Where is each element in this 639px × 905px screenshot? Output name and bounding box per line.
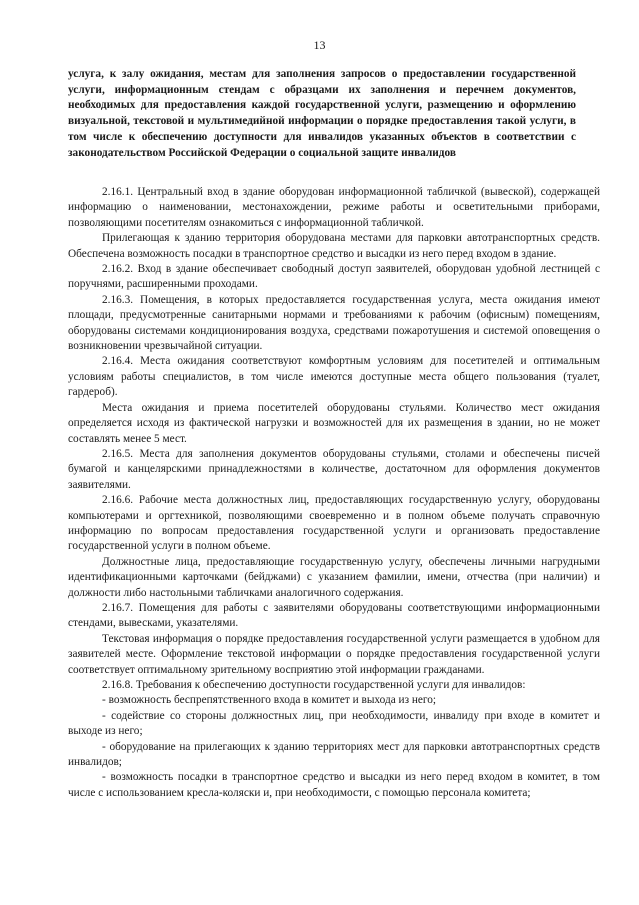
document-body [68,185,600,801]
paragraph-2-16-8: 2.16.8. Требования к обеспечению доступности государственной услуги для инвалидов: [102,679,526,691]
paragraph-waiting-places: Места ожидания и приема посетителей оборудованы стульями. Количество мест ожидания определяется исходя из фактической нагрузки и возможностей для их размещения в здании, но не может составлять менее 5 мест. [68,401,600,445]
paragraph-parking: Прилегающая к зданию территория оборудована местами для парковки автотранспортных средств. Обеспечена возможность посадки в транспортное средство и высадки из него перед входом в здание. [68,232,600,260]
list-item-boarding: - возможность посадки в транспортное средство и высадки из него перед входом в комитет, в том числе с использованием кресла-коляски и, при необходимости, с помощью персонала комитета; [68,771,600,799]
list-item-parking: - оборудование на прилегающих к зданию территориях мест для парковки автотранспортных средств инвалидов; [68,740,600,769]
list-item-entry-exit: - возможность беспрепятственного входа в комитет и выхода из него; [102,694,437,707]
paragraph-2-16-4: 2.16.4. Места ожидания соответствуют комфортным условиям для посетителей и оптимальным условиям работы специалистов, в том числе имеются доступные места общего пользования (туалет, гардероб). [68,355,600,399]
paragraph-text-info: Текстовая информация о порядке предоставления государственной услуги размещается в удобном для заявителей месте. Оформление текстовой информации о порядке предоставления государственной услуги соответствует оптимальному зрительному восприятию этой информации гражданами. [68,632,600,676]
paragraph-2-16-1: 2.16.1. Центральный вход в здание оборудован информационной табличкой (вывеской), содержащей информацию о наименовании, местонахождении, режиме работы и осветительными приборами, позволяющими посетителям ознакомиться с информационной табличкой. [68,186,600,229]
paragraph-2-16-6: 2.16.6. Рабочие места должностных лиц, предоставляющих государственную услугу, оборудованы компьютерами и оргтехникой, позволяющими своевременно и в полном объеме получать справочную информацию по вопросам предоставления государственной услуги и организовать предоставление государственной услуги в полном объеме. [68,494,600,553]
paragraph-2-16-7: 2.16.7. Помещения для работы с заявителями оборудованы соответствующими информационными стендами, вывесками, указателями. [68,601,600,630]
list-item-assistance: - содействие со стороны должностных лиц, при необходимости, инвалиду при входе в комитет и выходе из него; [68,709,600,738]
paragraph-2-16-2: 2.16.2. Вход в здание обеспечивает свободный доступ заявителей, оборудован удобной лестницей с поручнями, расширенными проходами. [68,263,600,291]
page-number: 13 [313,38,326,52]
paragraph-badges: Должностные лица, предоставляющие государственную услугу, обеспечены личными нагрудными идентификационными карточками (бейджами) с указанием фамилии, имени, отчества (при наличии) и должности либо настольными табличками аналогичного содержания. [68,555,600,599]
paragraph-2-16-5: 2.16.5. Места для заполнения документов оборудованы стульями, столами и обеспечены писчей бумагой и канцелярскими принадлежностями в количестве, достаточном для оформления документов заявителями. [68,447,600,491]
paragraph-2-16-3: 2.16.3. Помещения, в которых предоставляется государственная услуга, места ожидания имеют площади, предусмотренные санитарными нормами и требованиями к рабочим (офисным) помещениям, оборудованы системами кондиционирования воздуха, средствами пожаротушения и системой оповещения о возникновении чрезвычайной ситуации. [68,293,600,353]
section-heading: услуга, к залу ожидания, местам для заполнения запросов о предоставлении государственной услуги, информационным стендам с образцами их заполнения и перечнем документов, необходимых для предоставления каждой государственной услуги, размещению и оформлению визуальной, текстовой и мультимедийной информации о порядке предоставления такой услуги, в том числе к обеспечению доступности для инвалидов указанных объектов в соответствии с законодательством Российской Федерации о социальной защите инвалидов [68,68,576,159]
